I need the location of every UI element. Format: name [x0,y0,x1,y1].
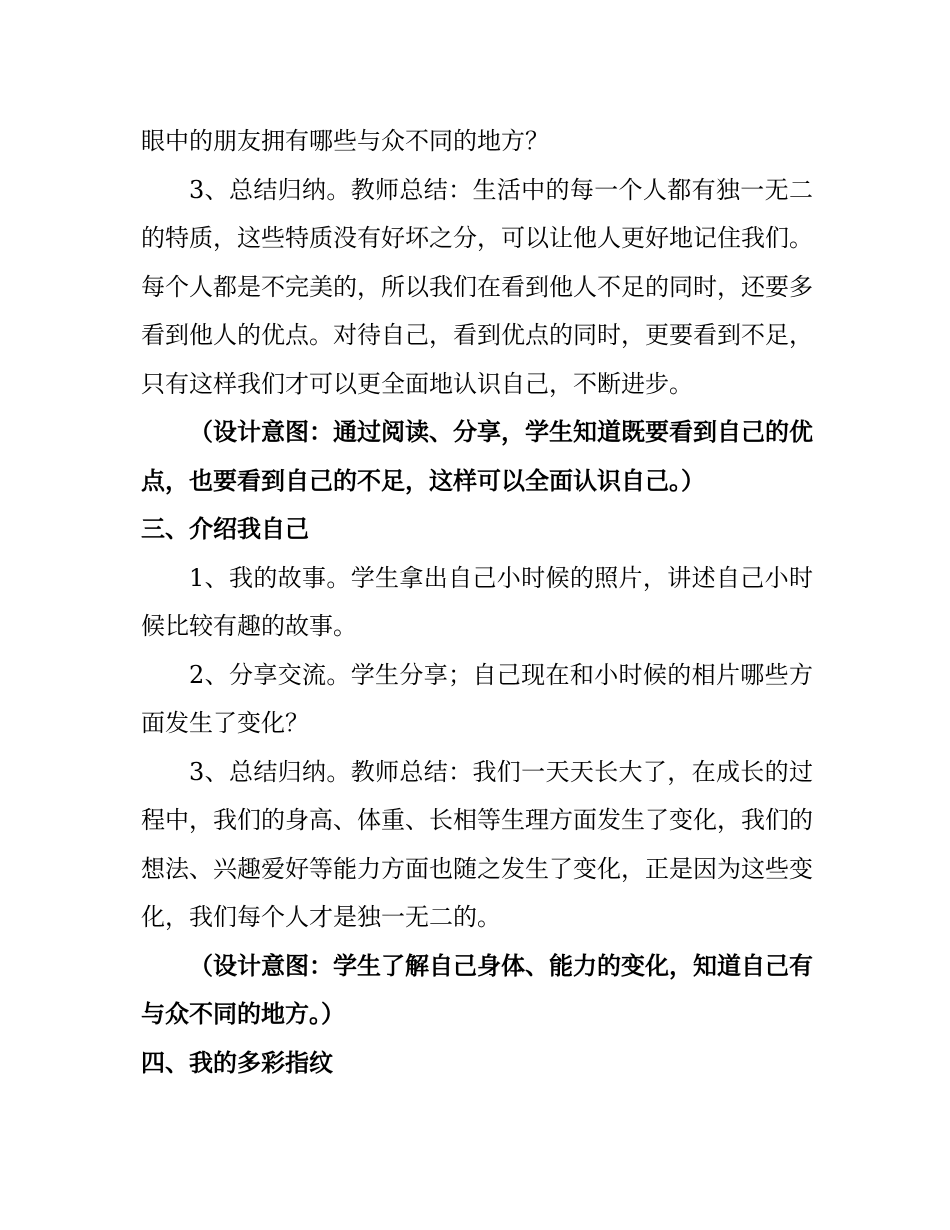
paragraph-summary-2: 3、总结归纳。教师总结：我们一天天长大了，在成长的过程中，我们的身高、体重、长相等生理方面发生了变化，我们的想法、兴趣爱好等能力方面也随之发生了变化，正是因为这些变化，我们每个人才是独一无二的。 [141,757,813,931]
design-intent-note-1: （设计意图：通过阅读、分享，学生知道既要看到自己的优点，也要看到自己的不足，这样可以全面认识自己。） [141,417,813,495]
paragraph-my-story: 1、我的故事。学生拿出自己小时候的照片，讲述自己小时候比较有趣的故事。 [141,563,813,640]
paragraph-continued: 眼中的朋友拥有哪些与众不同的地方？ [141,127,549,155]
section-heading-4: 四、我的多彩指纹 [141,1047,333,1077]
section-heading-3: 三、介绍我自己 [141,514,309,543]
document-page [141,117,813,1087]
paragraph-share: 2、分享交流。学生分享；自己现在和小时候的相片哪些方面发生了变化？ [141,660,813,737]
design-intent-note-2: （设计意图：学生了解自己身体、能力的变化，知道自己有与众不同的地方。） [141,950,813,1028]
paragraph-summary-1: 3、总结归纳。教师总结：生活中的每一个人都有独一无二的特质，这些特质没有好坏之分，可以让他人更好地记住我们。每个人都是不完美的，所以我们在看到他人不足的同时，还要多看到他人的优点。对待自己，看到优点的同时，更要看到不足，只有这样我们才可以更全面地认识自己，不断进步。 [141,175,813,398]
